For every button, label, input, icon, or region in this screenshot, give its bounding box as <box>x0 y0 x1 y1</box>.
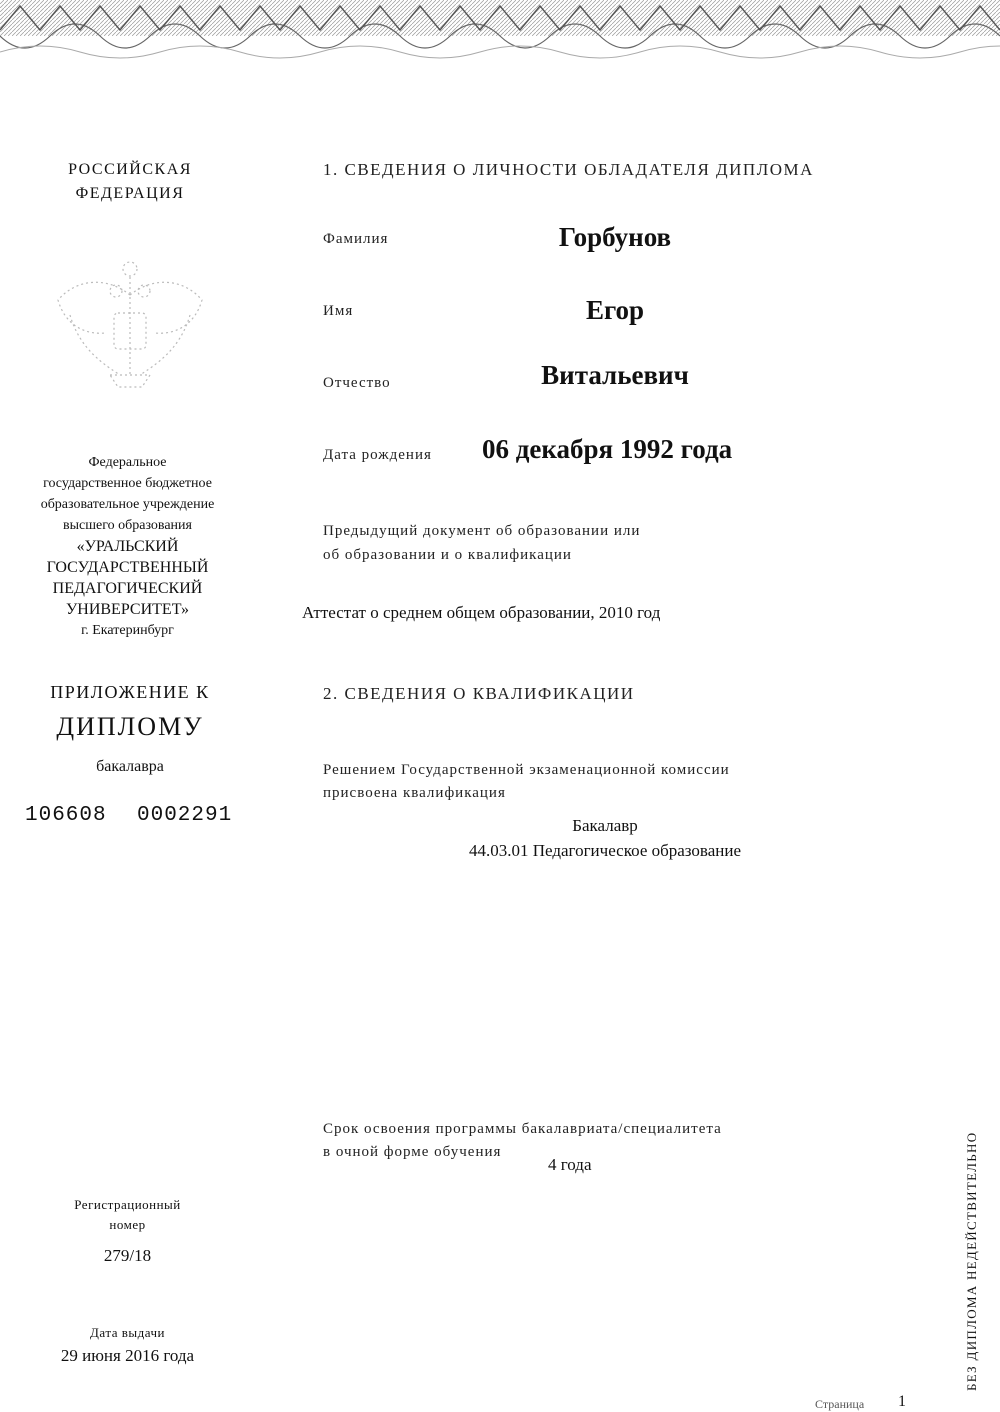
institution-line: «УРАЛЬСКИЙ <box>76 538 179 555</box>
validity-side-note: БЕЗ ДИПЛОМА НЕДЕЙСТВИТЕЛЬНО <box>964 1131 979 1391</box>
program-value: 44.03.01 Педагогическое образование <box>468 841 742 860</box>
decorative-border <box>0 0 1000 72</box>
institution-block <box>15 452 240 641</box>
country-line-1: РОССИЙСКАЯ <box>68 161 192 178</box>
previous-document-value: Аттестат о среднем общем образовании, 2010 год <box>302 603 661 622</box>
decision-text <box>323 759 730 805</box>
previous-document-label-line-1: Предыдущий документ об образовании или <box>323 523 641 539</box>
document-title-line-1: ПРИЛОЖЕНИЕ К <box>50 682 210 702</box>
section1-title: 1. СВЕДЕНИЯ О ЛИЧНОСТИ ОБЛАДАТЕЛЯ ДИПЛОМА <box>323 160 814 179</box>
patronymic-value: Витальевич <box>541 360 689 390</box>
country-name <box>30 158 230 206</box>
study-term-label-line-2: в очной форме обучения <box>323 1144 502 1160</box>
page-number: 1 <box>898 1393 906 1410</box>
diploma-number: 0002291 <box>137 804 233 827</box>
institution-line: УНИВЕРСИТЕТ» <box>65 601 190 618</box>
institution-line: ГОСУДАРСТВЕННЫЙ <box>46 559 209 576</box>
degree-level: бакалавра <box>96 758 164 775</box>
decision-text-line-1: Решением Государственной экзаменационной комиссии <box>323 762 730 778</box>
document-title-line-2: ДИПЛОМУ <box>56 712 204 741</box>
registration-label-line-1: Регистрационный <box>74 1197 181 1212</box>
institution-line: образовательное учреждение <box>40 497 215 512</box>
name-value: Егор <box>585 295 645 325</box>
study-term-label-line-1: Срок освоения программы бакалавриата/специалитета <box>323 1121 722 1137</box>
surname-value: Горбунов <box>558 222 672 252</box>
coat-of-arms-emblem <box>50 255 210 390</box>
issue-date: 29 июня 2016 года <box>60 1346 195 1365</box>
institution-line: ПЕДАГОГИЧЕСКИЙ <box>52 580 203 597</box>
study-term-label <box>323 1118 722 1164</box>
institution-line: государственное бюджетное <box>43 476 212 491</box>
institution-line: высшего образования <box>63 518 192 533</box>
registration-number: 279/18 <box>103 1246 152 1265</box>
registration-label <box>30 1195 225 1235</box>
birth-date-value: 06 декабря 1992 года <box>482 434 733 464</box>
previous-document-label <box>323 519 640 567</box>
diploma-series: 106608 <box>25 804 107 827</box>
name-label: Имя <box>323 303 354 319</box>
study-term-value: 4 года <box>548 1155 592 1174</box>
institution-line: Федеральное <box>88 455 167 470</box>
qualification-value: Бакалавр <box>572 816 638 835</box>
surname-label: Фамилия <box>323 231 389 247</box>
institution-line: г. Екатеринбург <box>81 623 174 638</box>
country-line-2: ФЕДЕРАЦИЯ <box>75 185 185 202</box>
section2-title: 2. СВЕДЕНИЯ О КВАЛИФИКАЦИИ <box>323 684 635 703</box>
patronymic-label: Отчество <box>323 375 391 391</box>
previous-document-label-line-2: об образовании и о квалификации <box>323 547 572 563</box>
page-label: Страница <box>815 1397 865 1411</box>
issue-date-label: Дата выдачи <box>90 1325 165 1340</box>
decision-text-line-2: присвоена квалификация <box>323 785 506 801</box>
registration-label-line-2: номер <box>109 1217 146 1232</box>
birth-date-label: Дата рождения <box>323 447 432 463</box>
